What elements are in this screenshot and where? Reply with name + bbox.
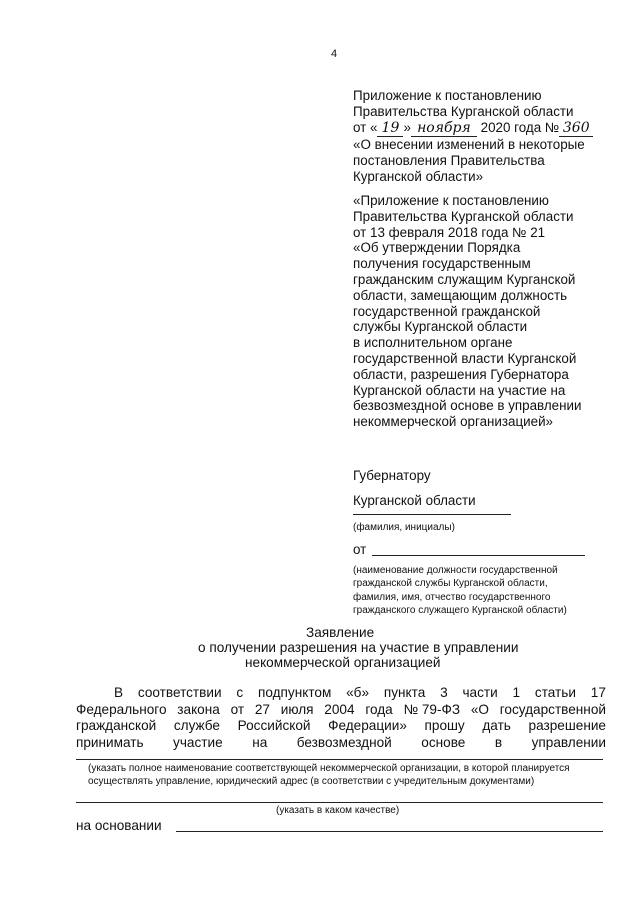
word: в bbox=[494, 734, 503, 750]
statement-body bbox=[76, 685, 606, 751]
appendix-original-line: безвозмездной основе в управлении bbox=[353, 398, 582, 414]
handwritten-day: 19 bbox=[377, 121, 403, 138]
addressee-line: Курганской области bbox=[353, 493, 476, 508]
word: от bbox=[230, 701, 245, 717]
appendix-original-line: некоммерческой организацией» bbox=[353, 414, 554, 430]
word: № 79-ФЗ bbox=[403, 701, 461, 717]
word: безвозмездной bbox=[296, 734, 392, 750]
appendix-original-line: «Об утверждении Порядка bbox=[353, 240, 521, 256]
word: государственной bbox=[499, 701, 606, 717]
handwritten-number: 360 bbox=[559, 121, 593, 138]
appendix-original-line: государственной гражданской bbox=[353, 303, 541, 319]
capacity-field-line[interactable] bbox=[76, 802, 603, 803]
name-field-line[interactable] bbox=[353, 514, 511, 515]
appendix-line: Правительства Курганской области bbox=[353, 103, 574, 119]
organization-hint: осуществлять управление, юридический адрес (в соответствии с учредительным документами) bbox=[88, 776, 535, 787]
from-hint-line: (наименование должности государственной bbox=[353, 565, 558, 576]
word: 27 bbox=[254, 701, 270, 717]
appendix-original-line: службы Курганской области bbox=[353, 319, 528, 335]
appendix-date-line bbox=[353, 120, 623, 138]
from-field-line[interactable] bbox=[372, 555, 585, 556]
word: управлении bbox=[531, 734, 606, 750]
appendix-original-line: «Приложение к постановлению bbox=[353, 193, 549, 208]
word: Федерального bbox=[76, 701, 167, 717]
handwritten-month: ноября bbox=[411, 121, 477, 138]
appendix-original-line: от 13 февраля 2018 года № 21 bbox=[353, 224, 546, 240]
body-line-4 bbox=[76, 735, 606, 752]
name-hint: (фамилия, инициалы) bbox=[353, 522, 455, 533]
appendix-original-header bbox=[353, 193, 623, 430]
organization-hint: (указать полное наименование соответствующей некоммерческой организации, в которой планируется bbox=[88, 763, 570, 774]
statement-subtitle: некоммерческой организацией bbox=[245, 655, 441, 670]
appendix-current-header bbox=[353, 88, 623, 185]
date-mid: » bbox=[403, 119, 411, 135]
word: пункта bbox=[383, 685, 426, 700]
word: службе bbox=[173, 718, 220, 733]
word: гражданской bbox=[76, 718, 157, 733]
appendix-original-line: государственной власти Курганской bbox=[353, 350, 577, 366]
from-hint-line: фамилия, имя, отчество государственного bbox=[353, 591, 551, 603]
body-line-1 bbox=[76, 685, 606, 702]
word: 2004 bbox=[324, 701, 355, 717]
body-line-3 bbox=[76, 718, 606, 735]
word: Федерации» bbox=[328, 718, 407, 733]
word: года bbox=[365, 701, 393, 717]
appendix-original-line: получения государственным bbox=[353, 256, 531, 272]
appendix-line: постановления Правительства bbox=[353, 153, 545, 169]
word: Российской bbox=[237, 718, 311, 733]
appendix-line: «О внесении изменений в некоторые bbox=[353, 137, 585, 153]
organization-field-line[interactable] bbox=[76, 759, 603, 760]
word: участие bbox=[173, 734, 223, 750]
appendix-original-line: области, разрешения Губернатора bbox=[353, 366, 569, 382]
word: июля bbox=[280, 701, 314, 717]
capacity-hint: (указать в каком качестве) bbox=[276, 805, 400, 816]
appendix-original-line: Правительства Курганской области bbox=[353, 208, 574, 224]
from-label: от bbox=[353, 542, 367, 557]
from-hint-line: гражданской службы Курганской области, bbox=[353, 578, 548, 590]
from-hint bbox=[353, 564, 567, 618]
word: 3 bbox=[440, 685, 448, 700]
word: прошу bbox=[424, 718, 465, 733]
word: дать bbox=[482, 718, 511, 733]
word: «О bbox=[470, 701, 489, 717]
appendix-original-line: области, замещающим должность bbox=[353, 287, 568, 303]
word: с bbox=[236, 685, 244, 700]
word: разрешение bbox=[528, 718, 606, 733]
word: В bbox=[114, 685, 124, 700]
word: «б» bbox=[346, 685, 370, 700]
date-prefix: от « bbox=[353, 119, 378, 135]
word: 17 bbox=[590, 685, 606, 700]
page-number: 4 bbox=[331, 48, 338, 60]
body-line-2 bbox=[76, 702, 606, 719]
basis-field-line[interactable] bbox=[176, 831, 603, 832]
word: соответствии bbox=[137, 685, 222, 700]
word: части bbox=[462, 685, 498, 700]
from-hint-line: гражданского служащего Курганской области) bbox=[353, 605, 567, 617]
word: подпунктом bbox=[258, 685, 332, 700]
word: закона bbox=[177, 701, 220, 717]
date-suffix: 2020 года № bbox=[480, 119, 560, 135]
word: основе bbox=[421, 734, 466, 750]
word: 1 bbox=[512, 685, 521, 700]
addressee bbox=[353, 463, 623, 513]
statement-title: Заявление bbox=[306, 625, 375, 640]
word: принимать bbox=[76, 734, 144, 750]
word: на bbox=[252, 734, 268, 750]
appendix-line: Курганской области» bbox=[353, 168, 484, 184]
basis-label: на основании bbox=[76, 818, 162, 833]
word: статьи bbox=[534, 685, 576, 700]
appendix-original-line: гражданским служащим Курганской bbox=[353, 271, 576, 287]
appendix-line: Приложение к постановлению bbox=[353, 88, 542, 103]
appendix-original-line: в исполнительном органе bbox=[353, 335, 513, 351]
addressee-line: Губернатору bbox=[353, 468, 431, 483]
statement-subtitle: о получении разрешения на участие в управлении bbox=[198, 640, 519, 655]
appendix-original-line: Курганской области на участие на bbox=[353, 382, 566, 398]
